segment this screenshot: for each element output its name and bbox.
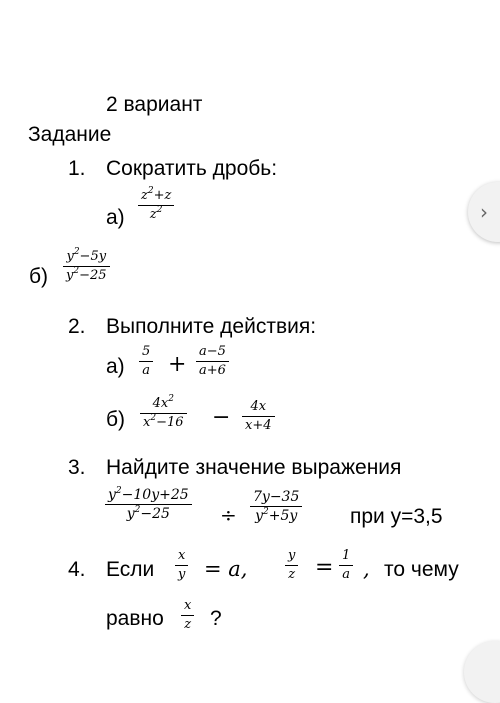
task-2a-f2-denominator: a+6 — [199, 363, 226, 378]
task-2a-plus: + — [168, 352, 187, 377]
task-4-f1-denominator: y — [178, 567, 186, 582]
task-3-fraction-1 — [105, 487, 192, 522]
task-2b-fraction-2 — [242, 399, 275, 434]
task-4-f3-denominator: a — [342, 567, 351, 582]
task-1-text: Сократить дробь: — [106, 157, 278, 180]
page-title: 2 вариант — [106, 93, 203, 116]
task-4-fraction-x-over-z — [181, 598, 194, 633]
task-2a-label: а) — [106, 355, 125, 378]
task-4-question-mark: ? — [210, 607, 222, 630]
task-4-fraction-1-over-a — [339, 548, 353, 583]
task-2-text: Выполните действия: — [106, 315, 317, 338]
task-1a-fraction — [138, 188, 174, 223]
task-1a-numerator: $z^2+z$ — [141, 186, 172, 203]
task-3-number: 3. — [68, 456, 86, 479]
task-3-condition: при y=3,5 — [350, 505, 443, 528]
task-4-equals-word: равно — [106, 607, 164, 630]
task-1a-label: а) — [106, 206, 125, 229]
task-2b-f2-denominator: x+4 — [245, 418, 272, 433]
task-4-comma: , — [363, 557, 370, 581]
task-2a-fraction-2 — [196, 344, 229, 379]
task-2b-minus: − — [212, 405, 231, 430]
task-1b-fraction — [63, 249, 110, 284]
task-2b-f1-denominator: $x^2-16$ — [143, 413, 184, 430]
task-4-fraction-y-over-z — [285, 548, 298, 583]
next-page-button[interactable] — [468, 182, 500, 242]
task-4-f2-denominator: z — [288, 567, 296, 582]
task-3-text: Найдите значение выражения — [106, 456, 402, 479]
task-2b-label: б) — [106, 408, 126, 431]
task-3-fraction-2 — [250, 489, 302, 524]
task-4-equals-a: = a, — [204, 557, 248, 581]
task-3-f1-numerator: $y^2-10y+25$ — [108, 486, 189, 503]
task-4-fraction-x-over-y — [175, 548, 188, 583]
task-1b-denominator: $y^2-25$ — [66, 266, 107, 283]
task-3-f2-denominator: $y^2+5y$ — [255, 507, 298, 524]
task-1-number: 1. — [68, 157, 86, 180]
task-4-number: 4. — [68, 558, 86, 581]
task-4-equals: = — [315, 555, 334, 580]
task-2a-f1-denominator: a — [142, 363, 151, 378]
task-4-f4-denominator: z — [184, 617, 192, 632]
task-1a-denominator: $z^2$ — [149, 205, 163, 222]
task-4-f2-numerator: y — [288, 548, 296, 563]
chevron-right-icon: › — [480, 200, 488, 224]
task-1b-numerator: $y^2-5y$ — [66, 247, 107, 264]
task-2a-f2-numerator: a−5 — [199, 344, 226, 359]
section-heading: Задание — [28, 123, 112, 146]
task-1b-label: б) — [29, 265, 49, 288]
task-2b-fraction-1 — [140, 396, 187, 431]
task-2-number: 2. — [68, 315, 86, 338]
task-4-f1-numerator: x — [178, 548, 186, 563]
corner-action-button[interactable] — [464, 641, 500, 703]
task-4-then-text: то чему — [384, 558, 459, 581]
task-3-f2-numerator: 7y−35 — [253, 489, 300, 505]
task-2a-fraction-1 — [139, 344, 153, 379]
task-4-word-if: Если — [106, 558, 155, 581]
task-2a-f1-numerator: 5 — [142, 344, 151, 359]
task-2b-f2-numerator: 4x — [250, 399, 267, 414]
task-3-f1-denominator: $y^2-25$ — [126, 505, 170, 522]
task-3-divide: ÷ — [220, 503, 237, 527]
task-4-f3-numerator: 1 — [342, 548, 351, 563]
task-2b-f1-numerator: $4x^2$ — [152, 394, 174, 411]
task-4-f4-numerator: x — [184, 598, 192, 613]
